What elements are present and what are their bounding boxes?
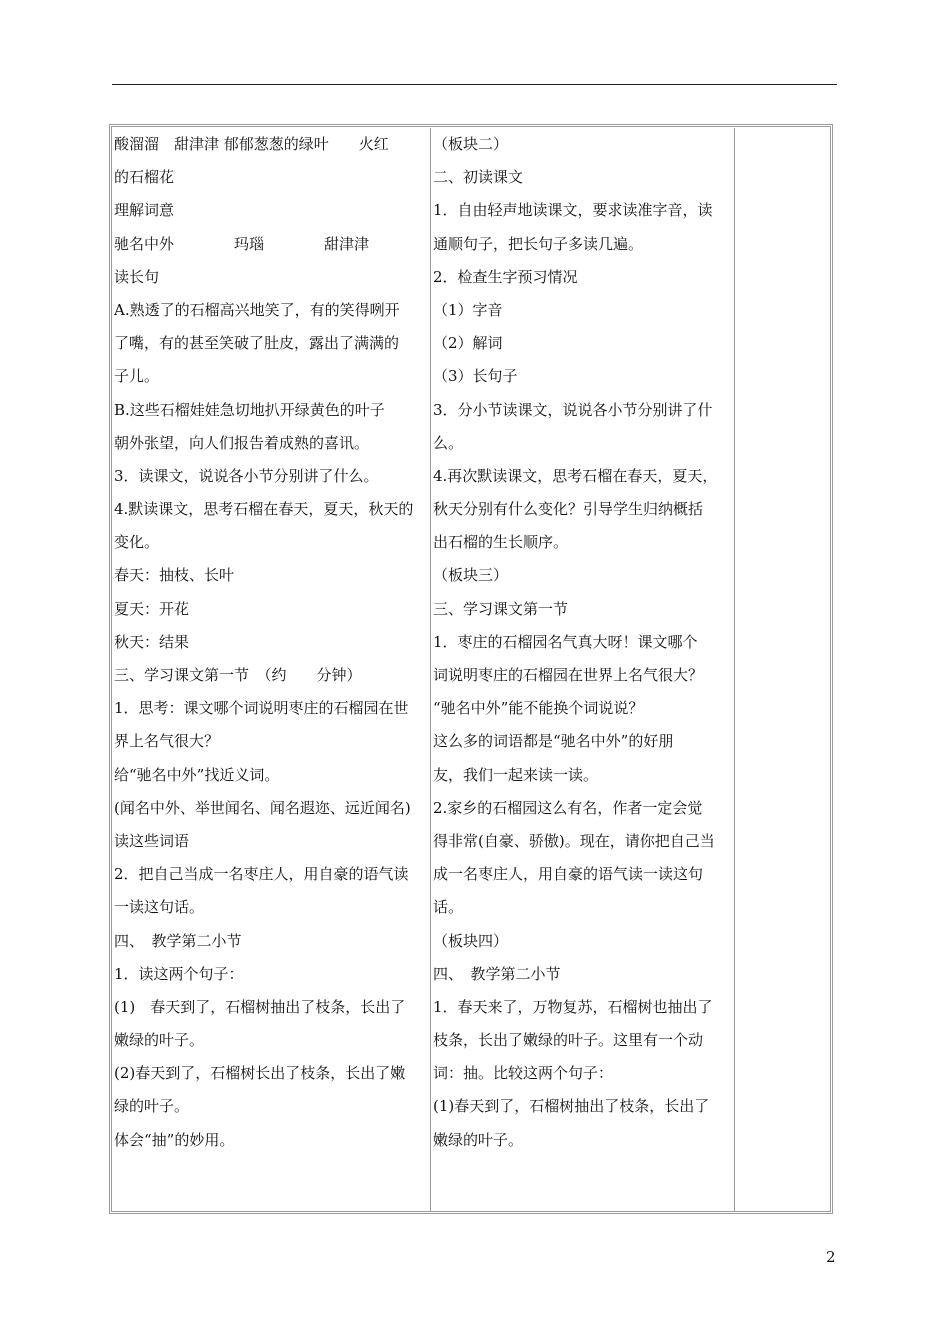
text-line: 3．读课文，说说各小节分别讲了什么。 (114, 466, 379, 485)
text-line: 夏天：开花 (114, 599, 190, 618)
text-line: 3．分小节读课文，说说各小节分别讲了什 (433, 400, 713, 419)
text-line: 一读这句话。 (114, 898, 205, 917)
text-line: 嫩绿的叶子。 (114, 1031, 205, 1050)
text-line: 界上名气很大？ (114, 732, 220, 751)
page-number: 2 (826, 1248, 836, 1266)
text-line: 给“驰名中外”找近义词。 (114, 765, 280, 784)
text-line: 1．读这两个句子： (114, 964, 244, 983)
text-line: 词说明枣庄的石榴园在世界上名气很大？ (433, 666, 704, 684)
text-line: 的石榴花 (114, 168, 175, 187)
text-line: 酸溜溜 甜津津 郁郁葱葱的绿叶 火红 (114, 135, 389, 153)
header-rule (112, 84, 837, 85)
text-line: 理解词意 (114, 201, 175, 220)
text-line: 1．自由轻声地读课文，要求读准字音，读 (433, 201, 713, 220)
text-line: (1) 春天到了，石榴树抽出了枝条，长出了 (114, 997, 406, 1016)
text-line: （板块二） (433, 135, 509, 153)
text-line: (1)春天到了，石榴树抽出了枝条，长出了 (433, 1097, 710, 1116)
text-line: （1）字音 (433, 300, 503, 319)
text-line: （板块三） (433, 566, 509, 585)
text-line: 读这些词语 (114, 831, 190, 850)
text-line: 三、学习课文第一节 (433, 599, 569, 618)
text-line: A.熟透了的石榴高兴地笑了，有的笑得咧开 (114, 300, 400, 319)
text-line: 通顺句子，把长句子多读几遍。 (433, 234, 644, 253)
text-line: (2)春天到了，石榴树长出了枝条，长出了嫩 (114, 1064, 406, 1083)
text-line: 变化。 (114, 533, 160, 552)
text-line: （2）解词 (433, 334, 503, 353)
text-line: 读长句 (114, 267, 160, 286)
text-line: 2．检查生字预习情况 (433, 267, 578, 286)
text-line: （板块四） (433, 931, 509, 950)
text-line: 驰名中外 玛瑙 甜津津 (114, 234, 370, 253)
text-line: 四、 教学第二小节 (114, 931, 242, 950)
text-line: 三、学习课文第一节 （约 分钟） (114, 666, 362, 684)
text-line: 嫩绿的叶子。 (433, 1130, 524, 1149)
text-line: 2.家乡的石榴园这么有名，作者一定会觉 (433, 798, 703, 817)
text-line: 1．枣庄的石榴园名气真大呀！课文哪个 (433, 632, 698, 651)
text-line: 出石榴的生长顺序。 (433, 533, 569, 552)
text-line: (闻名中外、举世闻名、闻名遐迩、远近闻名) (114, 798, 411, 817)
text-line: B.这些石榴娃娃急切地扒开绿黄色的叶子 (114, 400, 385, 419)
text-line: 秋天：结果 (114, 632, 190, 651)
text-line: 4.默读课文，思考石榴在春天，夏天，秋天的 (114, 500, 414, 519)
text-line: 体会“抽”的妙用。 (114, 1130, 235, 1149)
text-line: 词：抽。比较这两个句子： (433, 1064, 614, 1083)
text-line: “驰名中外”能不能换个词说说？ (433, 699, 644, 718)
text-line: 友，我们一起来读一读。 (433, 765, 599, 784)
text-line: 得非常(自豪、骄傲)。现在，请你把自己当 (433, 831, 715, 850)
text-line: 么。 (433, 433, 464, 452)
text-line: 4.再次默读课文，思考石榴在春天，夏天， (433, 466, 718, 485)
text-line: 枝条，长出了嫩绿的叶子。这里有一个动 (433, 1031, 704, 1050)
column-divider-2 (734, 128, 735, 1211)
text-line: 2．把自己当成一名枣庄人，用自豪的语气读 (114, 865, 409, 884)
teaching-process-column (433, 128, 733, 1157)
text-line: 朝外张望，向人们报告着成熟的喜讯。 (114, 433, 370, 452)
text-line: 话。 (433, 898, 464, 917)
text-line: 子儿。 (114, 367, 160, 386)
text-line: 这么多的词语都是“驰名中外”的好朋 (433, 732, 674, 751)
text-line: 1．思考：课文哪个词说明枣庄的石榴园在世 (114, 699, 409, 718)
text-line: 秋天分别有什么变化？引导学生归纳概括 (433, 500, 704, 519)
student-activity-column (114, 128, 429, 1157)
text-line: 1．春天来了，万物复苏，石榴树也抽出了 (433, 997, 713, 1016)
text-line: 了嘴，有的甚至笑破了肚皮，露出了满满的 (114, 334, 400, 353)
text-line: 四、 教学第二小节 (433, 964, 561, 983)
text-line: 绿的叶子。 (114, 1097, 190, 1116)
text-line: （3）长句子 (433, 367, 518, 386)
text-line: 二、初读课文 (433, 168, 524, 187)
text-line: 春天：抽枝、长叶 (114, 566, 235, 585)
column-divider-1 (430, 128, 431, 1211)
text-line: 成一名枣庄人，用自豪的语气读一读这句 (433, 865, 704, 884)
